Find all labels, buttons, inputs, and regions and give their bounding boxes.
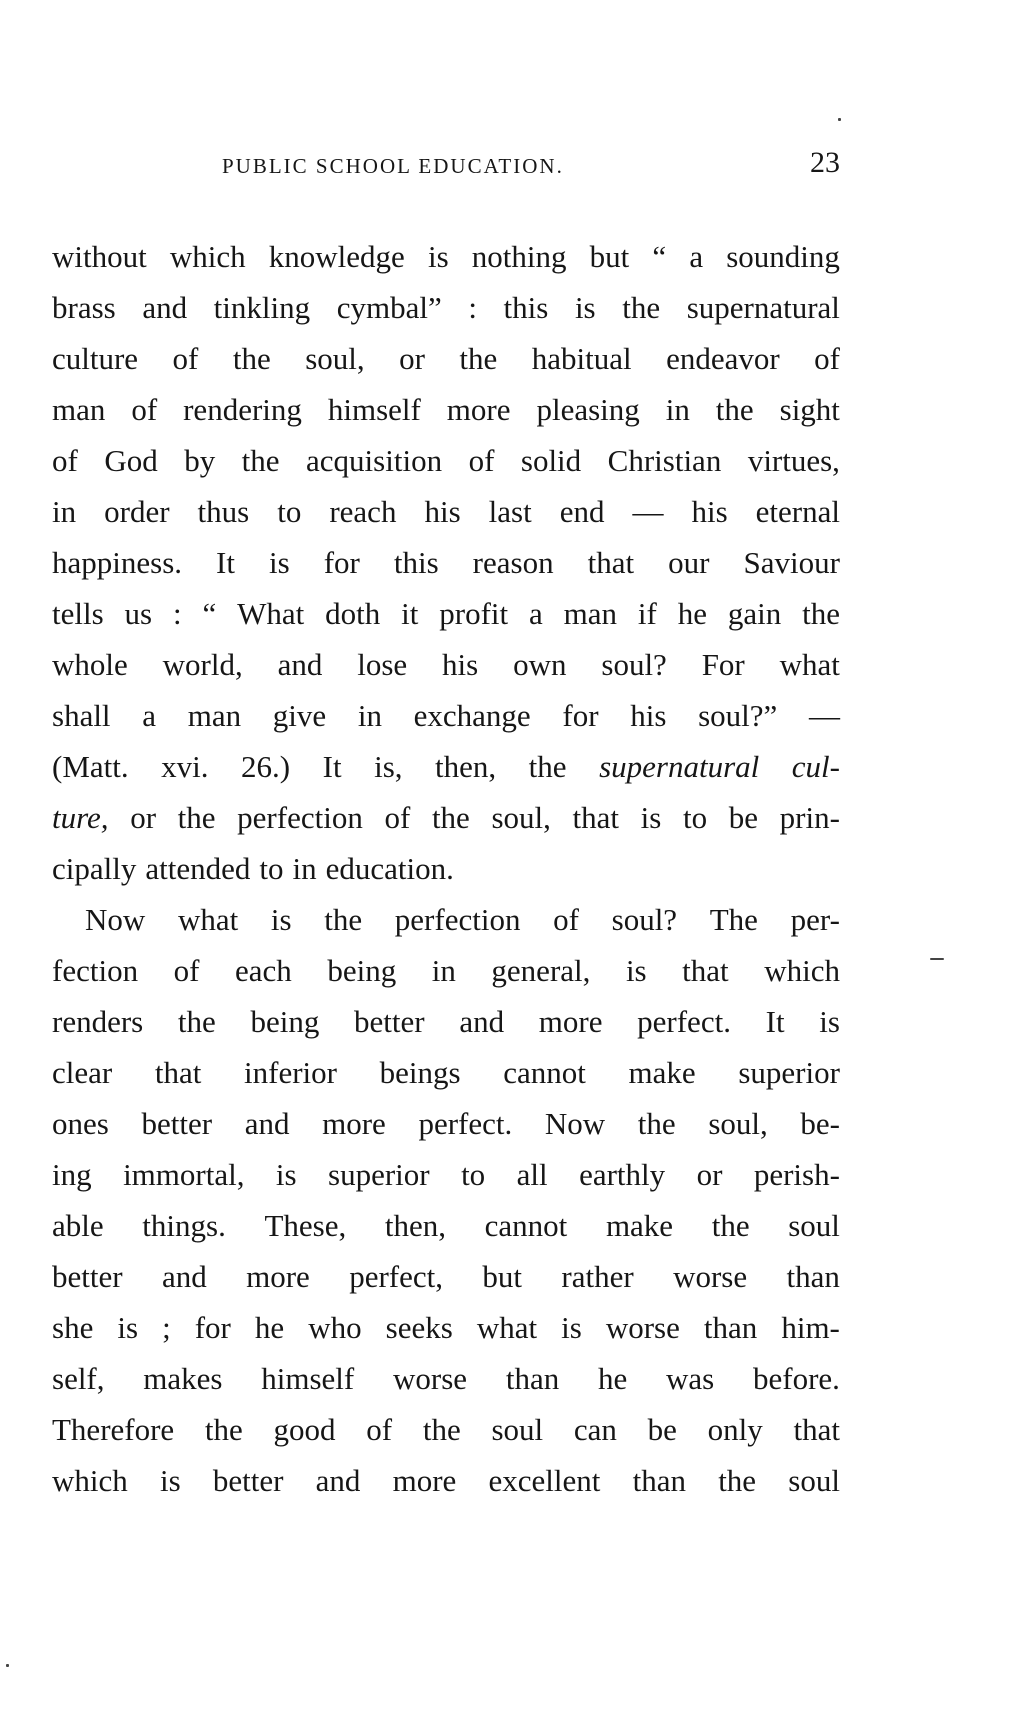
- text-line: ture, or the perfection of the soul, that is to be prin-: [52, 800, 840, 835]
- text-line: renders the being better and more perfect. It is: [52, 1004, 840, 1039]
- text-line: she is ; for he who seeks what is worse than him-: [52, 1310, 840, 1345]
- scan-speck: [930, 958, 944, 960]
- text-line: cipally attended to in education.: [52, 851, 454, 886]
- text-line: tells us : “ What doth it profit a man if he gain the: [52, 596, 840, 631]
- text-line: culture of the soul, or the habitual endeavor of: [52, 341, 840, 376]
- text-line: man of rendering himself more pleasing in the sight: [52, 392, 840, 427]
- text-line: fection of each being in general, is that which: [52, 953, 840, 988]
- text-line: ones better and more perfect. Now the soul, be-: [52, 1106, 840, 1141]
- text-line: Now what is the perfection of soul? The per-: [85, 902, 840, 937]
- text-line: self, makes himself worse than he was before.: [52, 1361, 840, 1396]
- page-number: 23: [810, 146, 840, 179]
- text-line: better and more perfect, but rather worse than: [52, 1259, 840, 1294]
- scan-speck: [6, 1664, 9, 1667]
- text-line: Therefore the good of the soul can be only that: [52, 1412, 840, 1447]
- text-line: without which knowledge is nothing but “ a sounding: [52, 239, 840, 274]
- text-line: able things. These, then, cannot make the soul: [52, 1208, 840, 1243]
- text-line: of God by the acquisition of solid Christian virtues,: [52, 443, 840, 478]
- text-line: which is better and more excellent than the soul: [52, 1463, 840, 1498]
- running-head: [52, 146, 840, 186]
- running-title: PUBLIC SCHOOL EDUCATION.: [222, 154, 564, 178]
- text-line: clear that inferior beings cannot make superior: [52, 1055, 840, 1090]
- text-line: in order thus to reach his last end — his eternal: [52, 494, 840, 529]
- text-line: shall a man give in exchange for his soul?” —: [52, 698, 840, 733]
- text-line: (Matt. xvi. 26.) It is, then, the supernatural cul-: [52, 749, 840, 784]
- body-text: [52, 231, 840, 1506]
- text-line: happiness. It is for this reason that our Saviour: [52, 545, 840, 580]
- text-line: ing immortal, is superior to all earthly or perish-: [52, 1157, 840, 1192]
- text-line: brass and tinkling cymbal” : this is the supernatural: [52, 290, 840, 325]
- text-line: whole world, and lose his own soul? For what: [52, 647, 840, 682]
- scan-speck: [838, 118, 841, 121]
